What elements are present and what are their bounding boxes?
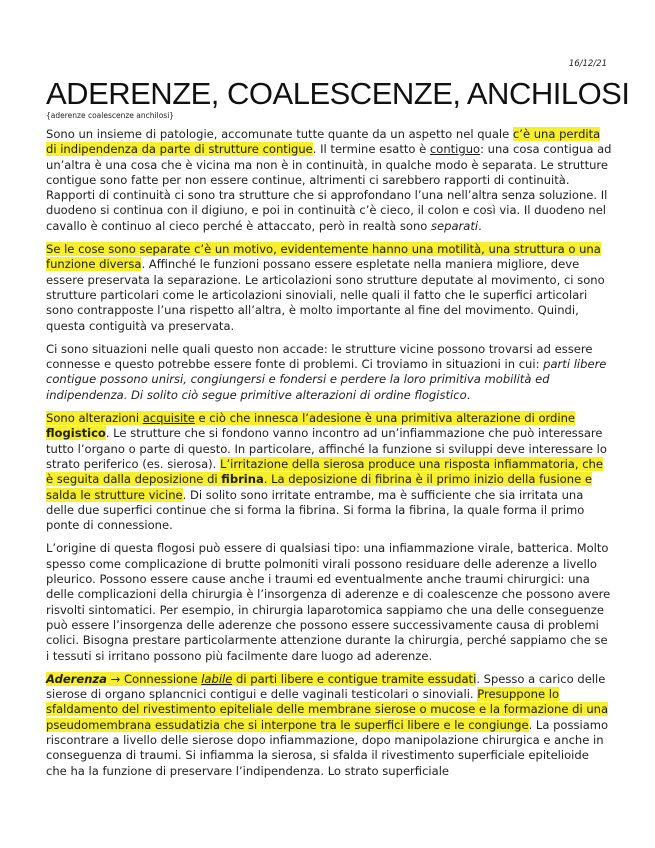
text-run: e ciò che innesca l’adesione è una primitiva alterazione di ordine [194, 411, 576, 426]
text-run: L’irritazione della sierosa produce una risposta infiammatoria, che è seguita dalla deposizione di [46, 456, 603, 487]
text-run: acquisite [142, 411, 195, 426]
text-run: → Connessione [106, 671, 202, 686]
text-run: Se le cose sono separate c’è un motivo, evidentemente hanno una motilità, una struttura o una funzione diversa [46, 242, 601, 272]
paragraph-flogosis-origin [46, 541, 612, 663]
text-run: Presuppone lo sfaldamento del rivestimento epiteliale delle membrane sierose o mucose e la formazione di una pseudomembrana essudatizia che si interpone tra le superfici libere e le congiunge [46, 687, 609, 732]
text-run: di parti libere e contigue tramite essudati [232, 671, 477, 686]
document-body [46, 127, 612, 787]
paragraph-acquired-alterations [46, 411, 612, 533]
text-run: parti libere contigue possono unirsi, congiungersi e fondersi e perdere la loro primitiva mobilità ed indipendenza. Di solito ciò segue primitive alterazioni di ordine flogistico [46, 357, 607, 402]
text-run: . Spesso a carico delle sierose di organo splancnici contigui e delle vaginali testicolari o sinoviali. [46, 671, 606, 702]
text-run: separati [431, 218, 479, 233]
text-run: Sono un insieme di patologie, accomunate tutte quante da un aspetto nel quale [46, 127, 513, 141]
text-run: flogistico [46, 426, 106, 441]
paragraph-situations [46, 342, 612, 403]
text-run: L’origine di questa flogosi può essere di qualsiasi tipo: una infiammazione virale, batterica. Molto spesso come complicazione di brutte polmoniti virali possono residuare delle aderenze a livello pleurico. Possono essere cause anche i traumi ed eventualmente anche traumi chirurgici: una delle complicazioni della chirurgia è l’insorgenza di aderenze e di coalescenze che possono avere risvolti sintomatici. Per esempio, in chirurgia laparotomica sappiamo che una delle conseguenze può essere l’insorgenza delle aderenze che possono essere successivamente causa di problemi colici. Bisogna prestare particolarmente attenzione durante la chirurgia, perché sappiamo che se i tessuti si irritano possono più facilmente dare luogo ad aderenze. [46, 541, 611, 663]
document-title: ADERENZE, COALESCENZE, ANCHILOSI [46, 76, 630, 111]
text-run: : una cosa contigua ad un’altra è una cosa che è vicina ma non è in continuità, in qualche modo è separata. Le strutture contigue sono fatte per non essere continue, altrimenti ci sarebbero rapporti di continuità. Rapporti di continuità ci sono tra strutture che si approfondano l’una nell’altra senza soluzione. Il duodeno si continua con il digiuno, e poi in continuità c’è cieco, il colon e così via. Il duodeno nel cavallo è continuo al cieco perché è attaccato, però in realtà sono [46, 142, 612, 233]
text-run: Ci sono situazioni nelle quali questo non accade: le strutture vicine possono trovarsi ad essere connesse e questo potrebbe essere fonte di problemi. Ci troviamo in situazioni in cui: [46, 341, 593, 372]
text-run: Aderenza [46, 671, 107, 686]
paragraph-aderenza-definition [46, 672, 612, 779]
text-run: . Il termine esatto è [312, 142, 430, 157]
text-run: labile [201, 671, 233, 686]
text-run: . [466, 387, 471, 402]
paragraph-separation [46, 242, 612, 334]
document-date: 16/12/21 [568, 59, 607, 69]
text-run: c’è una perdita di indipendenza da parte di strutture contigue [46, 127, 601, 157]
text-run: . La deposizione di fibrina è il primo inizio della fusione e salda le strutture vicine [46, 472, 592, 502]
text-run: . La possiamo riscontrare a livello delle sierose dopo infiammazione, dopo manipolazione chirurgica e anche in conseguenza di traumi. Si infiamma la sierosa, si sfalda il rivestimento superficiale epitelioide che ha la funzione di preservare l’indipendenza. Lo strato superficiale [46, 717, 609, 778]
text-run: Sono alterazioni [46, 411, 143, 426]
document-subtitle: {aderenze coalescenze anchilosi} [46, 111, 175, 120]
text-run: . [478, 218, 482, 233]
text-run: . Le strutture che si fondono vanno incontro ad un’infiammazione che può interessare tutto l’organo o parte di questo. In particolare, affinché la funzione si sviluppi deve interessare lo strato periferico (es. sierosa). [46, 426, 607, 471]
text-run: . Affinché le funzioni possano essere espletate nella maniera migliore, deve essere preservata la separazione. Le articolazioni sono strutture deputate al movimento, ci sono strutture particolari come le articolazioni sinoviali, nelle quali il fatto che le superfici articolari sono contrapposte l’una rispetto all’altra, è molto importante al fine del movimento. Quindi, questa contiguità va preservata. [46, 257, 605, 333]
paragraph-contiguity [46, 127, 612, 234]
text-run: fibrina [221, 472, 264, 487]
text-run: contiguo [429, 142, 481, 157]
text-run: . Di solito sono irritate entrambe, ma è sufficiente che sia irritata una delle due superfici continue che si forma la fibrina. Si forma la fibrina, la quale forma il primo ponte di connessione. [46, 487, 585, 533]
